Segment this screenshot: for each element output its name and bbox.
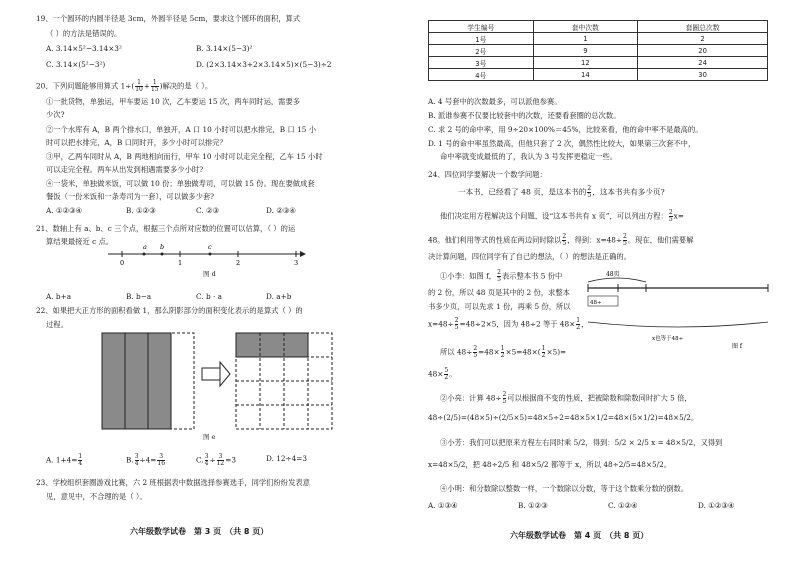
shaded-column-1 — [102, 333, 125, 429]
xiaoli-line-3: 书多少页，可以先求 1 份，再乘 5 份，所以 — [428, 302, 571, 311]
q20-option-b: B. ①②③ — [126, 206, 156, 215]
label-0: 0 — [120, 259, 125, 266]
table-header: 套中次数 — [533, 21, 638, 33]
q24-line-2: 48。他们利用等式的性质在两边同时除以 $\frac{2}{5}$ ，得到：x=48÷ $\frac{2}{5}$ 。现在，他们需要解 — [428, 233, 694, 247]
q20-option-d: D. ②③④ — [266, 206, 296, 215]
point-a — [143, 253, 146, 256]
q20-item-3a: ③甲，乙两车同时从 A，B 两地相向而行，甲车 10 小时可以走完全程，乙车 15 小时 — [46, 152, 323, 161]
q24-option-c: C. ①②④ — [608, 501, 638, 510]
table-cell: 20 — [638, 45, 768, 57]
q19-stem-2: （ ）的方法是错误的。 — [46, 29, 122, 38]
q20-item-2b: 时可以把水排完，A，B 口同时开，多少小时可以排完？ — [46, 138, 227, 147]
table-cell: 4号 — [429, 69, 534, 81]
table-cell: 24 — [638, 57, 768, 69]
label-2: 2 — [236, 259, 241, 266]
q24-quote: 一本书，已经看了 48 页，是这本书的 $\frac{2}{5}$ ，这本书共有多少页? — [458, 185, 665, 199]
xiaoliang-line-1: ②小亮：计算 48÷ $\frac{2}{5}$ 可以根据商不变的性质，把被除数和除数同时扩大 5 倍， — [440, 391, 692, 405]
xiaofang-line-1: ③小芳：我们可以把原来方程左右同时乘 5/2，得到：5/2 × 2/5 x = 48×5/2，又得到 — [440, 438, 723, 447]
table-cell: 1 — [533, 33, 638, 45]
q22-stem-1: 22、如果把大正方形的面积看做 1，那么阴影部分的面积变化表示的是算式（ ）的 — [36, 306, 303, 315]
right-page — [400, 0, 794, 561]
q22-option-d: D. 12÷4=3 — [266, 454, 308, 463]
xiaoli-line-5: 所以 48÷ $\frac{2}{5}$ =48× $\frac{1}{2}$ ×5=48×( $\frac{1}{2}$ ×5)= — [440, 345, 567, 359]
q20-item-4b: 餐饭（一份米饭和一条寿司为一套），可以做多少套? — [46, 192, 215, 201]
table-cell: 3号 — [429, 57, 534, 69]
q23-stem-1: 23、学校组织套圈游戏比赛，六 2 班根据表中数据选择参赛选手，同学们纷纷发表意 — [36, 478, 310, 487]
table-header: 学生编号 — [429, 21, 534, 33]
label-b: b — [160, 243, 165, 251]
q23-option-a: A. 4 号套中的次数最多，可以派他参赛。 — [428, 97, 562, 106]
point-c — [209, 253, 212, 256]
fig-f-caption: 图 f — [732, 343, 743, 350]
shaded-column-3 — [148, 333, 171, 429]
fig-f-side-label: 48÷ — [590, 300, 602, 306]
q20-item-1b: 少次? — [46, 110, 65, 119]
point-b — [161, 253, 164, 256]
q21-stem-2: 算结果最接近 c 点。 — [46, 237, 114, 246]
q22-stem-2: 过程。 — [46, 320, 68, 329]
xiaoli-line-6: 48× $\frac{5}{2}$ 。 — [428, 367, 457, 381]
xiaoli-line-1: ①小李：如图 f， $\frac{2}{5}$ 表示整本书 5 份中 — [440, 269, 563, 283]
label-c: c — [208, 243, 212, 251]
q20-item-2a: ②一个水库有 A，B 两个排水口，单独开，A 口 10 小时可以把水排完，B 口 15 小 — [46, 125, 316, 134]
score-table — [428, 20, 768, 81]
xiaoming-line: ④小明：和分数除以整数一样，一个数除以分数，等于这个数乘分数的倒数。 — [440, 484, 689, 493]
shaded-column-2 — [125, 333, 148, 429]
table-header: 套圈总次数 — [638, 21, 768, 33]
q24-option-a: A. ①③④ — [428, 501, 458, 510]
q19-option-b: B. 3.14×(5−3)² — [196, 44, 253, 53]
q23-option-d-1: D. 1 号的命中率虽然最高，但他只套了 2 次，偶然性比较大，如果第三次套不中， — [428, 139, 696, 148]
q20-item-4a: ④一袋米，单独做米饭，可以做 10 份；单独做寿司，可以做 15 份。现在要做成套 — [46, 179, 315, 188]
q21-option-a: A. b+a — [46, 292, 72, 301]
q24-option-d: D. ①②③④ — [698, 501, 735, 510]
q24-line-3: 决计算问题，四位同学有了自己的想法，（ ）的想法是正确的。 — [428, 252, 631, 261]
q20-item-3b: 可以走完全程。两车从出发到相遇需要多少小时? — [46, 165, 204, 174]
square-area-figure — [96, 330, 346, 432]
q23-option-c: C. 求 2 号的命中率，用 9÷20×100%＝45%，比较來看，他的命中率不是最高的。 — [428, 125, 703, 134]
q20-stem: 20、下列问题能够用算式 1÷( $\frac{1}{10}$ + $\frac{1}{15}$ )解决的是（ ）。 — [36, 79, 213, 93]
figure-f — [582, 268, 772, 350]
q21-option-d: D. a+b — [266, 292, 292, 301]
figure-e-caption: 图 e — [203, 433, 216, 441]
number-line-arrow — [300, 251, 306, 257]
table-row — [429, 45, 768, 57]
q24-option-b: B. ①②③ — [518, 501, 548, 510]
table-row — [429, 57, 768, 69]
shaded-top-row — [236, 333, 308, 357]
q19-option-d: D. (2×3.14×3+2×3.14×5)×(5−3)÷2 — [196, 60, 332, 69]
table-cell: 2号 — [429, 45, 534, 57]
figure-d-caption: 图 d — [203, 270, 216, 278]
xiaoli-line-2: 的 2 份，所以 48 页是其中的 2 份，求整本 — [428, 288, 570, 297]
table-cell: 14 — [533, 69, 638, 81]
q19-option-c: C. 3.14×(5²−3²) — [46, 60, 106, 69]
table-cell: 30 — [638, 69, 768, 81]
table-row — [429, 33, 768, 45]
table-cell: 1号 — [429, 33, 534, 45]
q22-option-c: C. $\frac{3}{4}$ ÷ $\frac{3}{12}$ =3 — [196, 453, 237, 467]
q20-option-c: C. ②③ — [196, 206, 220, 215]
label-3: 3 — [294, 259, 299, 266]
q19-option-a: A. 3.14×5²−3.14×3² — [46, 44, 122, 53]
q19-stem-1: 19、一个圆环的内圆半径是 3cm，外圆半径是 5cm，要求这个圆环的面积，算式 — [36, 14, 301, 23]
table-cell: 9 — [533, 45, 638, 57]
xiaofang-line-2: x=48×5/2，把 48÷2/5 和 48×5/2 都等于 x，所以 48÷2/5=48×5/2。 — [428, 460, 672, 469]
table-cell: 12 — [533, 57, 638, 69]
q22-option-b: B. $\frac{3}{4}$ ÷4= $\frac{3}{16}$ — [126, 453, 166, 467]
q23-option-d-2: 命中率就变成最低的了，我认为 3 号发挥更稳定一些。 — [440, 152, 618, 161]
xiaoli-line-4: x=48÷ $\frac{2}{5}$ =48÷2×5，因为 48÷2 等于 48× $\frac{1}{2}$ ， — [428, 317, 589, 331]
number-line-figure — [100, 242, 310, 266]
right-page-footer: 六年级数学试卷 第 4 页 （共 8 页） — [510, 531, 649, 540]
table-cell: 2 — [638, 33, 768, 45]
table-header-row — [429, 21, 768, 33]
q24-line-1: 他们决定用方程解决这个问题，设“这本书共有 x 页”，可以列出方程： $\frac{2}{5}$ x= — [440, 209, 684, 223]
q20-item-1a: ①一批货物，单独运，甲车要运 10 次，乙车要运 15 次，两车同时运，需要多 — [46, 97, 301, 106]
q23-option-b: B. 派谁参赛不仅要比较套中的次数，还要看套圈的总次数。 — [428, 111, 621, 120]
q21-option-b: B. b−a — [126, 292, 152, 301]
q24-stem: 24、四位同学要解决一个数学问题： — [428, 170, 547, 179]
table-row — [429, 69, 768, 81]
xiaoliang-line-2: 48÷(2/5)=(48×5)÷(2/5×5)=48×5÷2=48×5×1/2=48×(5×1/2)=48×5/2。 — [428, 413, 699, 422]
q21-option-c: C. b · a — [196, 292, 222, 301]
q21-stem-1: 21、数轴上有 a、b、c 三个点，根据三个点所对应数的位置可以估算，（ ）的运 — [36, 224, 296, 233]
q20-option-a: A. ①②③④ — [46, 206, 83, 215]
arrow-body — [202, 368, 220, 380]
q22-option-a: A. 1+4= $\frac{1}{4}$ — [46, 453, 83, 467]
left-page-footer: 六年级数学试卷 第 3 页 （共 8 页） — [130, 527, 269, 536]
arrow-head — [220, 362, 230, 386]
fig-f-bottom-label: x也等于48÷ — [652, 336, 684, 342]
q23-stem-2: 见，意见中，不合理的是（ ）。 — [46, 492, 147, 501]
label-a: a — [143, 243, 147, 251]
fig-f-top-label: 48页 — [606, 271, 620, 278]
label-1: 1 — [178, 259, 183, 266]
